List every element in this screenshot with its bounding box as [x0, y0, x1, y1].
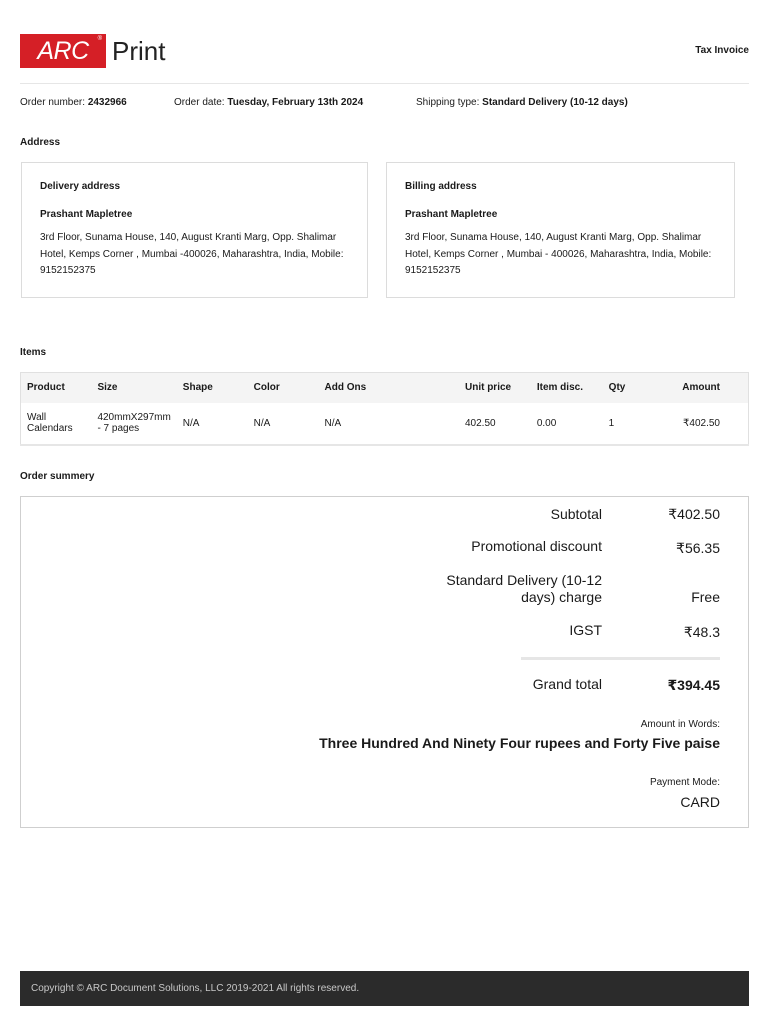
order-number: [20, 97, 127, 108]
column-header-color: Color: [253, 382, 280, 394]
delivery-charge-value: Free: [691, 589, 720, 605]
arc-logo-mark: [20, 34, 106, 68]
column-header-qty: Qty: [608, 382, 626, 394]
column-header-item-disc: Item disc.: [536, 382, 583, 394]
billing-address-line: 3rd Floor, Sunama House, 140, August Kranti Marg, Opp. Shalimar: [405, 232, 702, 243]
cell-size-line: - 7 pages: [97, 423, 140, 434]
shipping-type: [416, 97, 628, 108]
cell-item-disc: 0.00: [536, 417, 557, 429]
order-date-value: Tuesday, February 13th 2024: [227, 97, 364, 108]
footer: [20, 971, 749, 1006]
amount-in-words-label: Amount in Words:: [640, 719, 720, 730]
billing-address-heading: Billing address: [405, 181, 477, 192]
invoice-header: [20, 34, 749, 84]
address-section-title: Address: [20, 137, 61, 148]
igst-label: IGST: [569, 622, 602, 638]
payment-mode-label: Payment Mode:: [649, 777, 720, 788]
delivery-address-card: [21, 162, 368, 298]
delivery-charge-label: [446, 572, 602, 605]
items-section-title: Items: [20, 347, 47, 358]
subtotal-value: ₹402.50: [668, 506, 720, 522]
column-header-size: Size: [97, 382, 118, 394]
delivery-address-line: 9152152375: [40, 265, 96, 276]
billing-address-line: 9152152375: [405, 265, 461, 276]
billing-address-name: Prashant Mapletree: [405, 209, 498, 220]
items-table-header-row: [21, 373, 749, 403]
column-header-add-ons: Add Ons: [324, 382, 367, 394]
grand-total-label: Grand total: [532, 676, 602, 692]
subtotal-label: Subtotal: [550, 506, 602, 522]
column-header-unit-price: Unit price: [464, 382, 512, 394]
shipping-type-value: Standard Delivery (10-12 days): [482, 97, 628, 108]
order-number-label: Order number:: [20, 97, 86, 108]
items-table: [20, 372, 749, 446]
cell-product-line: Wall: [27, 412, 47, 423]
shipping-type-label: Shipping type:: [416, 97, 480, 108]
cell-shape: N/A: [182, 417, 200, 429]
logo-registered-mark: ®: [97, 36, 102, 42]
delivery-charge-label-line: days) charge: [521, 588, 602, 605]
logo-print-text: Print: [112, 35, 166, 66]
order-date-label: Order date:: [174, 97, 225, 108]
cell-product-line: Calendars: [27, 423, 73, 434]
document-type: Tax Invoice: [695, 45, 749, 56]
payment-mode-value: CARD: [680, 794, 720, 810]
cell-qty: 1: [608, 417, 615, 429]
table-row: [21, 403, 749, 445]
cell-unit-price: 402.50: [464, 417, 496, 429]
order-date: [174, 97, 363, 108]
amount-in-words-value: Three Hundred And Ninety Four rupees and Forty Five paise: [319, 735, 720, 751]
grand-total-value: ₹394.45: [667, 677, 720, 693]
igst-value: ₹48.3: [683, 624, 720, 640]
logo-arc-text: ARC: [37, 36, 89, 65]
cell-size-line: 420mmX297mm: [97, 412, 171, 423]
billing-address-line: Hotel, Kemps Corner , Mumbai - 400026, Maharashtra, India, Mobile:: [405, 248, 712, 260]
cell-add-ons: N/A: [324, 417, 342, 429]
delivery-address-lines: [40, 230, 349, 280]
cell-size: [91, 403, 176, 445]
delivery-address-line: Hotel, Kemps Corner , Mumbai -400026, Maharashtra, India, Mobile:: [40, 248, 344, 260]
cell-color: N/A: [253, 417, 271, 429]
billing-address-card: [386, 162, 735, 298]
arc-print-logo: [20, 34, 165, 68]
promotional-discount-value: ₹56.35: [676, 540, 720, 556]
delivery-address-line: 3rd Floor, Sunama House, 140, August Kranti Marg, Opp. Shalimar: [40, 232, 337, 243]
column-header-amount: Amount: [682, 382, 720, 394]
delivery-charge-label-line: Standard Delivery (10-12: [446, 572, 602, 588]
cell-amount: ₹402.50: [683, 417, 720, 429]
delivery-address-heading: Delivery address: [40, 181, 121, 192]
billing-address-lines: [405, 230, 716, 280]
column-header-shape: Shape: [182, 382, 213, 394]
order-summary-section-title: Order summery: [20, 471, 95, 482]
cell-product: [21, 403, 92, 445]
order-summary-box: [20, 496, 749, 828]
summary-divider: [521, 657, 720, 660]
footer-copyright: Copyright © ARC Document Solutions, LLC 2019-2021 All rights reserved.: [31, 983, 360, 994]
order-number-value: 2432966: [87, 97, 127, 108]
promotional-discount-label: Promotional discount: [471, 538, 602, 554]
column-header-product: Product: [27, 382, 65, 394]
delivery-address-name: Prashant Mapletree: [40, 209, 133, 220]
